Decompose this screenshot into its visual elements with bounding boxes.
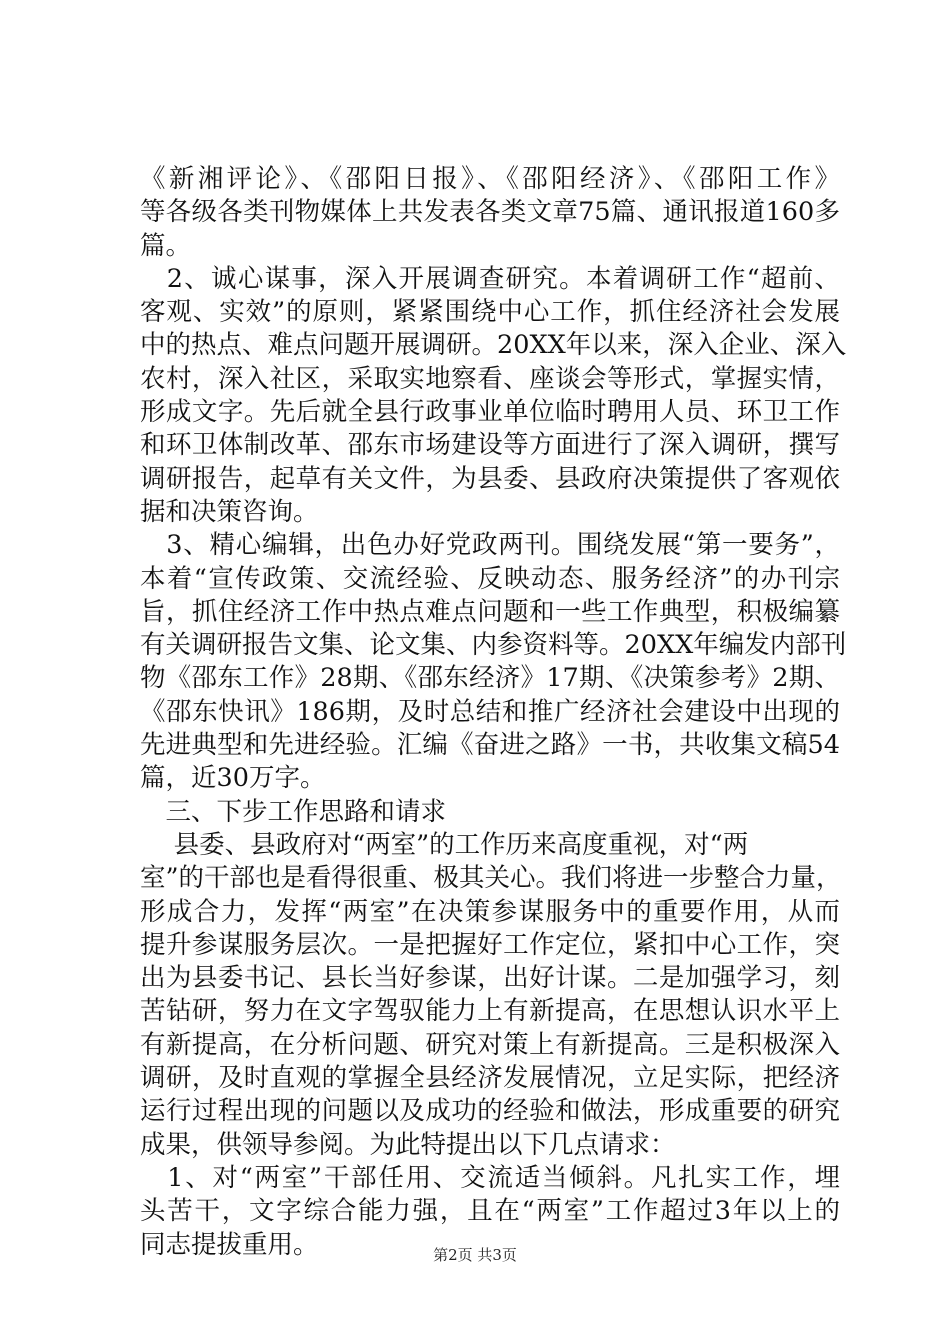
text-line: 3、精心编辑，出色办好党政两刊。围绕发展“第一要务”， [140, 530, 840, 561]
text-line: 《新湘评论》、《邵阳日报》、《邵阳经济》、《邵阳工作》 [140, 164, 840, 194]
text-line: 和环卫体制改革、邵东市场建设等方面进行了深入调研，撰写 [140, 430, 840, 461]
text-line: 调研报告，起草有关文件，为县委、县政府决策提供了客观依 [140, 463, 840, 494]
text-line: 运行过程出现的问题以及成功的经验和做法，形成重要的研究 [140, 1096, 840, 1127]
text-line: 先进典型和先进经验。汇编《奋进之路》一书，共收集文稿54 [140, 730, 840, 761]
text-line: 形成合力，发挥“两室”在决策参谋服务中的重要作用，从而 [140, 896, 840, 927]
text-line: 县委、县政府对“两室”的工作历来高度重视，对“两 [140, 829, 749, 860]
text-line: 室”的干部也是看得很重、极其关心。我们将进一步整合力量， [140, 863, 842, 894]
text-line: 出为县委书记、县长当好参谋，出好计谋。二是加强学习，刻 [140, 963, 840, 994]
text-line: 成果，供领导参阅。为此特提出以下几点请求： [140, 1129, 676, 1160]
text-line: 物《邵东工作》28期、《邵东经济》17期、《决策参考》2期、 [140, 663, 840, 694]
text-line: 据和决策咨询。 [140, 496, 319, 527]
text-line: 提升参谋服务层次。一是把握好工作定位，紧扣中心工作，突 [140, 929, 840, 960]
text-line: 1、对“两室”干部任用、交流适当倾斜。凡扎实工作，埋 [140, 1162, 840, 1193]
text-line: 2、诚心谋事，深入开展调查研究。本着调研工作“超前、 [140, 263, 840, 294]
text-line: 篇，近30万字。 [140, 763, 326, 794]
text-line: 调研，及时直观的掌握全县经济发展情况，立足实际，把经济 [140, 1063, 840, 1094]
text-line: 农村，深入社区，采取实地察看、座谈会等形式，掌握实情， [140, 363, 840, 394]
text-line: 《邵东快讯》186期，及时总结和推广经济社会建设中出现的 [140, 696, 840, 727]
section-heading: 三、下步工作思路和请求 [140, 796, 447, 827]
text-line: 头苦干，文字综合能力强，且在“两室”工作超过3年以上的 [140, 1196, 840, 1227]
text-line: 客观、实效”的原则，紧紧围绕中心工作，抓住经济社会发展 [140, 297, 840, 328]
text-line: 同志提拔重用。 [140, 1229, 319, 1260]
text-line: 中的热点、难点问题开展调研。20XX年以来，深入企业、深入 [140, 330, 847, 361]
text-line: 旨，抓住经济工作中热点难点问题和一些工作典型，积极编纂 [140, 596, 840, 627]
text-line: 等各级各类刊物媒体上共发表各类文章75篇、通讯报道160多 [140, 197, 840, 228]
page-number-footer: 第2页 共3页 [433, 1246, 517, 1264]
text-line: 有关调研报告文集、论文集、内参资料等。20XX年编发内部刊 [140, 630, 847, 661]
text-line: 本着“宣传政策、交流经验、反映动态、服务经济”的办刊宗 [140, 563, 840, 594]
text-line: 形成文字。先后就全县行政事业单位临时聘用人员、环卫工作 [140, 397, 840, 428]
text-line: 有新提高，在分析问题、研究对策上有新提高。三是积极深入 [140, 1029, 840, 1060]
document-body [140, 163, 847, 1262]
text-line: 篇。 [140, 230, 192, 261]
text-line: 苦钻研，努力在文字驾驭能力上有新提高，在思想认识水平上 [140, 996, 840, 1027]
